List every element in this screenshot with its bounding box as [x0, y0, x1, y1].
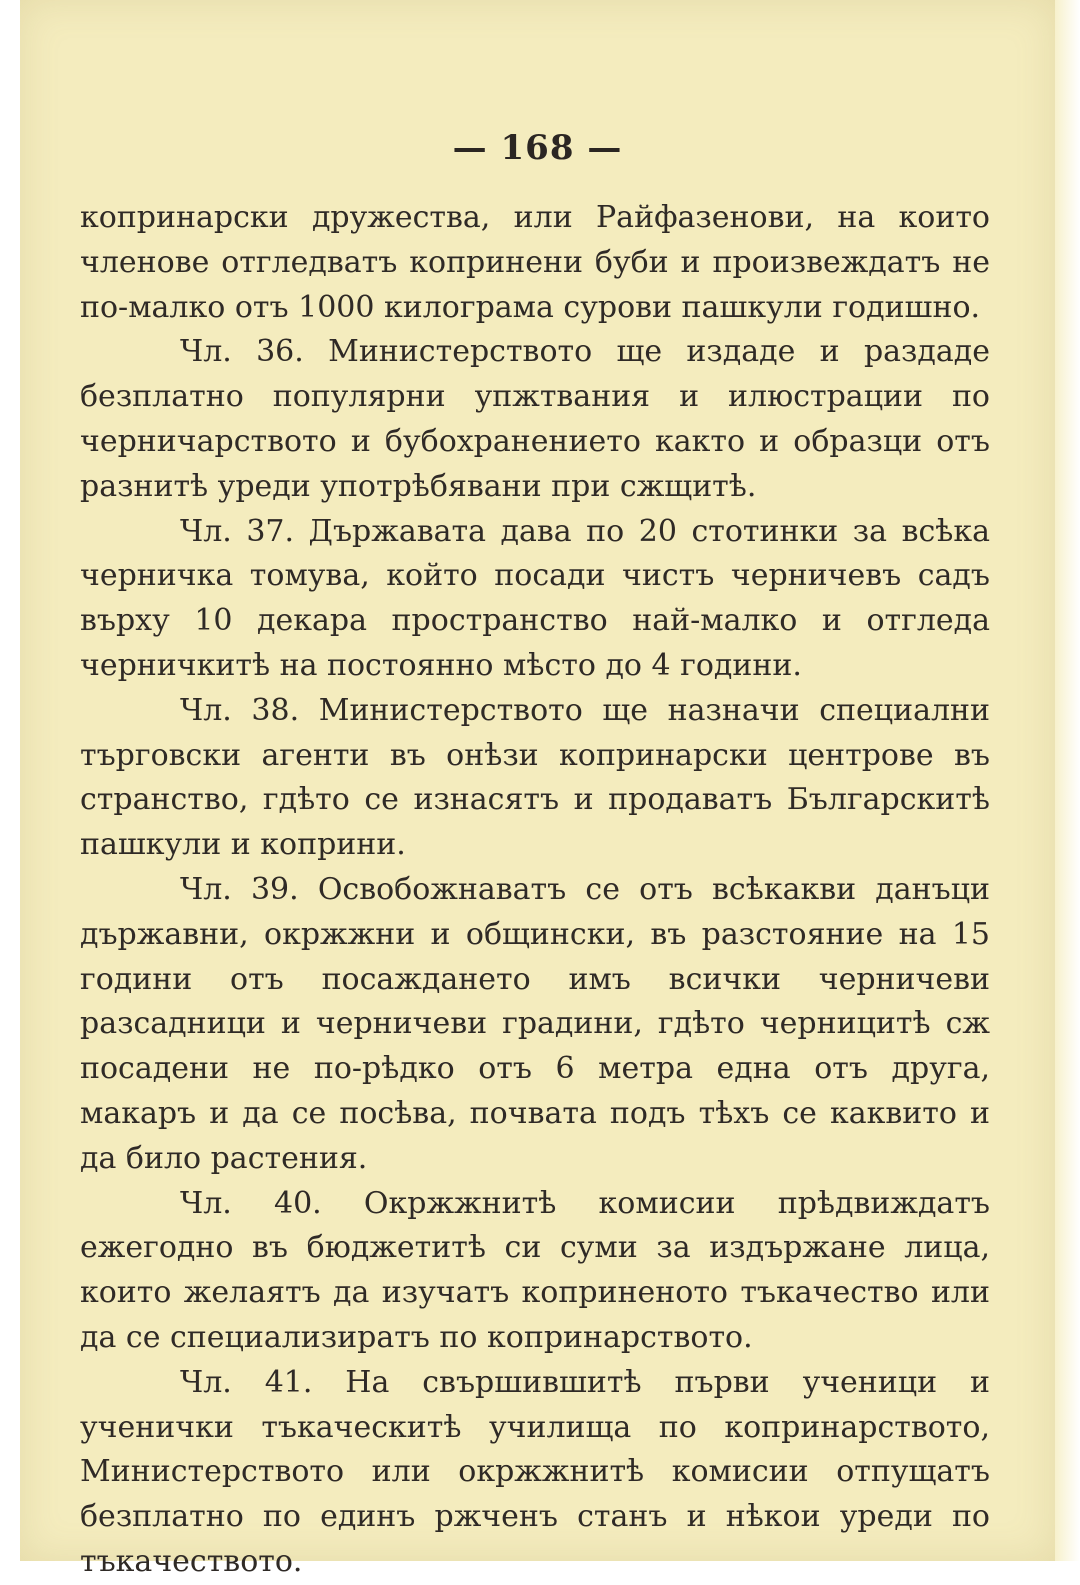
page-body-text	[80, 196, 990, 1585]
page-edge-shadow	[1055, 0, 1080, 1561]
book-page	[20, 0, 1055, 1579]
paragraph-article-37: Чл. 37. Държавата дава по 20 стотинки за всѣка черничка томува, който посади чистъ черничевъ садъ върху 10 декара пространство най-малко и отгледа черничкитѣ на постоянно мѣсто до 4 години.	[80, 513, 990, 683]
paragraph-article-38: Чл. 38. Министерството ще назначи специални търговски агенти въ онѣзи копринарски центрове въ странство, гдѣто се изнасятъ и продаватъ Българскитѣ пашкули и коприни.	[80, 692, 990, 863]
paragraph-article-41: Чл. 41. На свършившитѣ първи ученици и ученички тъкаческитѣ училища по копринарството, Министерството или окржжнитѣ комисии отпущатъ безплатно по единъ ржченъ станъ и нѣкои уреди по тъкачеството.	[80, 1364, 990, 1579]
paragraph-article-40: Чл. 40. Окржжнитѣ комисии прѣдвиждатъ ежегодно въ бюджетитѣ си суми за издържане лица, които желаятъ да изучатъ коприненото тъкачество или да се специализиратъ по копринарството.	[80, 1185, 990, 1355]
paragraph-continuation: копринарски дружества, или Райфазенови, на които членове отгледватъ копринени буби и произвеждатъ не по-малко отъ 1000 килограма сурови пашкули годишно.	[80, 200, 990, 325]
page-number: — 168 —	[452, 128, 623, 168]
paragraph-article-39: Чл. 39. Освобожнаватъ се отъ всѣкакви данъци държавни, окржжни и общински, въ разстояние на 15 години отъ посаждането имъ всички черничеви разсадници и черничеви градини, гдѣто черницитѣ сж посадени не по-рѣдко отъ 6 метра една отъ друга, макаръ и да се посѣва, почвата подъ тѣхъ се каквито и да било растения.	[80, 871, 990, 1176]
paragraph-article-36: Чл. 36. Министерството ще издаде и раздаде безплатно популярни упжтвания и илюстрации по черничарството и бубохранението както и образци отъ разнитѣ уреди употрѣбявани при сжщитѣ.	[80, 334, 990, 504]
